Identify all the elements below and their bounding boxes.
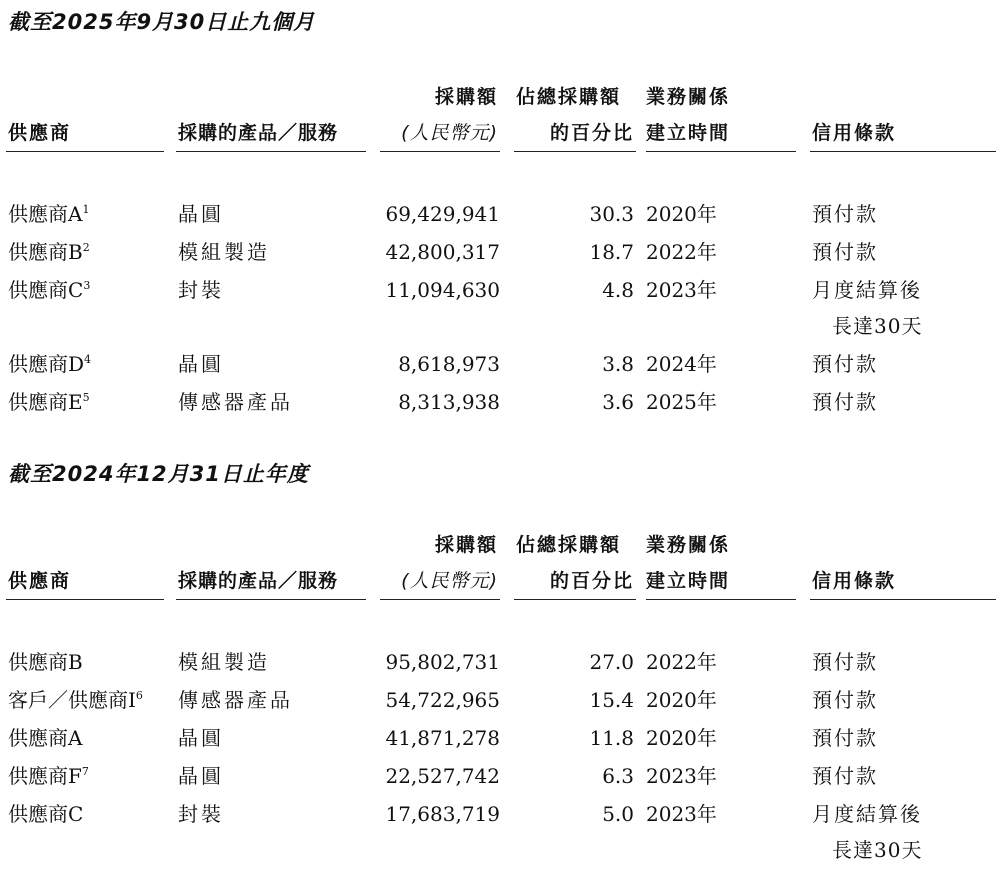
row-since: 2025年 <box>646 390 717 414</box>
header-rule <box>646 151 796 152</box>
row-product: 晶圓 <box>178 764 224 788</box>
row-amount: 11,094,630 <box>385 278 500 302</box>
row-amount: 17,683,719 <box>385 802 500 826</box>
footnote-marker: 3 <box>83 279 91 292</box>
header-terms: 信用條款 <box>812 570 897 592</box>
header-amount-line1: 採購額 <box>434 534 498 556</box>
header-since-line2: 建立時間 <box>646 122 731 144</box>
row-product: 傳感器產品 <box>178 688 293 712</box>
row-pct: 4.8 <box>602 278 634 302</box>
footnote-marker: 5 <box>82 391 90 404</box>
header-rule <box>514 599 636 600</box>
row-product: 封裝 <box>178 278 224 302</box>
row-product: 傳感器產品 <box>178 390 293 414</box>
row-supplier: 供應商$F^7$ <box>8 764 89 788</box>
row-amount: 95,802,731 <box>385 650 500 674</box>
header-since-line2: 建立時間 <box>646 570 731 592</box>
row-since: 2020年 <box>646 726 717 750</box>
row-supplier: 供應商B <box>8 650 83 674</box>
section-title: 截至2025年9月30日止九個月 <box>8 10 316 34</box>
row-pct: 18.7 <box>589 240 634 264</box>
row-amount: 41,871,278 <box>385 726 500 750</box>
row-terms: 預付款 <box>812 650 878 674</box>
row-since: 2020年 <box>646 202 717 226</box>
row-product: 晶圓 <box>178 726 224 750</box>
row-pct: 11.8 <box>589 726 634 750</box>
header-amount-line2: (人民幣元) <box>401 122 498 144</box>
row-since: 2023年 <box>646 278 717 302</box>
row-terms: 預付款 <box>812 352 878 376</box>
row-product: 模組製造 <box>178 240 270 264</box>
row-since: 2020年 <box>646 688 717 712</box>
row-amount: 8,313,938 <box>398 390 500 414</box>
row-amount: 8,618,973 <box>398 352 500 376</box>
header-supplier: 供應商 <box>8 122 72 144</box>
footnote-marker: 6 <box>135 689 143 702</box>
row-supplier: 供應商$E^5$ <box>8 390 90 414</box>
header-pct-line2: 的百分比 <box>549 570 634 592</box>
header-rule <box>176 151 366 152</box>
footnote-marker: 4 <box>84 353 92 366</box>
header-rule <box>380 151 500 152</box>
header-rule <box>514 151 636 152</box>
row-terms: 月度結算後 <box>812 278 922 302</box>
header-rule <box>646 599 796 600</box>
footnote-marker: 7 <box>81 765 89 778</box>
row-supplier: 供應商$A^1$ <box>8 202 90 226</box>
footnote-marker: 1 <box>82 203 90 216</box>
row-pct: 15.4 <box>589 688 634 712</box>
row-pct: 3.8 <box>602 352 634 376</box>
header-since-line1: 業務關係 <box>646 86 731 108</box>
row-terms: 預付款 <box>812 202 878 226</box>
header-rule <box>810 151 996 152</box>
row-supplier: 供應商C <box>8 802 84 826</box>
header-pct-line1: 佔總採購額 <box>516 534 622 556</box>
row-terms: 預付款 <box>812 240 878 264</box>
row-amount: 22,527,742 <box>385 764 500 788</box>
header-rule <box>176 599 366 600</box>
row-terms: 預付款 <box>812 390 878 414</box>
header-rule <box>6 599 164 600</box>
row-pct: 3.6 <box>602 390 634 414</box>
header-product: 採購的產品／服務 <box>178 122 339 144</box>
row-pct: 6.3 <box>602 764 634 788</box>
header-terms: 信用條款 <box>812 122 897 144</box>
header-pct-line2: 的百分比 <box>549 122 634 144</box>
row-pct: 5.0 <box>602 802 634 826</box>
row-product: 晶圓 <box>178 352 224 376</box>
header-pct-line1: 佔總採購額 <box>516 86 622 108</box>
header-rule <box>810 599 996 600</box>
header-since-line1: 業務關係 <box>646 534 731 556</box>
row-since: 2022年 <box>646 650 717 674</box>
row-terms: 預付款 <box>812 688 878 712</box>
section-title: 截至2024年12月31日止年度 <box>8 462 309 486</box>
header-rule <box>6 151 164 152</box>
row-pct: 27.0 <box>589 650 634 674</box>
row-supplier: 供應商$B^2$ <box>8 240 90 264</box>
row-since: 2023年 <box>646 802 717 826</box>
row-terms-continued: 長達30天 <box>832 314 923 338</box>
header-product: 採購的產品／服務 <box>178 570 339 592</box>
row-amount: 42,800,317 <box>385 240 500 264</box>
row-terms: 月度結算後 <box>812 802 922 826</box>
footnote-marker: 2 <box>82 241 90 254</box>
row-since: 2022年 <box>646 240 717 264</box>
row-product: 晶圓 <box>178 202 224 226</box>
row-terms: 預付款 <box>812 726 878 750</box>
row-terms-continued: 長達30天 <box>832 838 923 862</box>
row-since: 2023年 <box>646 764 717 788</box>
row-product: 封裝 <box>178 802 224 826</box>
row-product: 模組製造 <box>178 650 270 674</box>
row-supplier: 供應商$D^4$ <box>8 352 92 376</box>
header-rule <box>380 599 500 600</box>
row-since: 2024年 <box>646 352 717 376</box>
row-terms: 預付款 <box>812 764 878 788</box>
row-amount: 54,722,965 <box>385 688 500 712</box>
row-amount: 69,429,941 <box>385 202 500 226</box>
row-supplier: 供應商$C^3$ <box>8 278 91 302</box>
row-supplier: 客戶／供應商$I^6$ <box>8 688 143 712</box>
row-supplier: 供應商A <box>8 726 83 750</box>
header-supplier: 供應商 <box>8 570 72 592</box>
header-amount-line2: (人民幣元) <box>401 570 498 592</box>
row-pct: 30.3 <box>589 202 634 226</box>
header-amount-line1: 採購額 <box>434 86 498 108</box>
